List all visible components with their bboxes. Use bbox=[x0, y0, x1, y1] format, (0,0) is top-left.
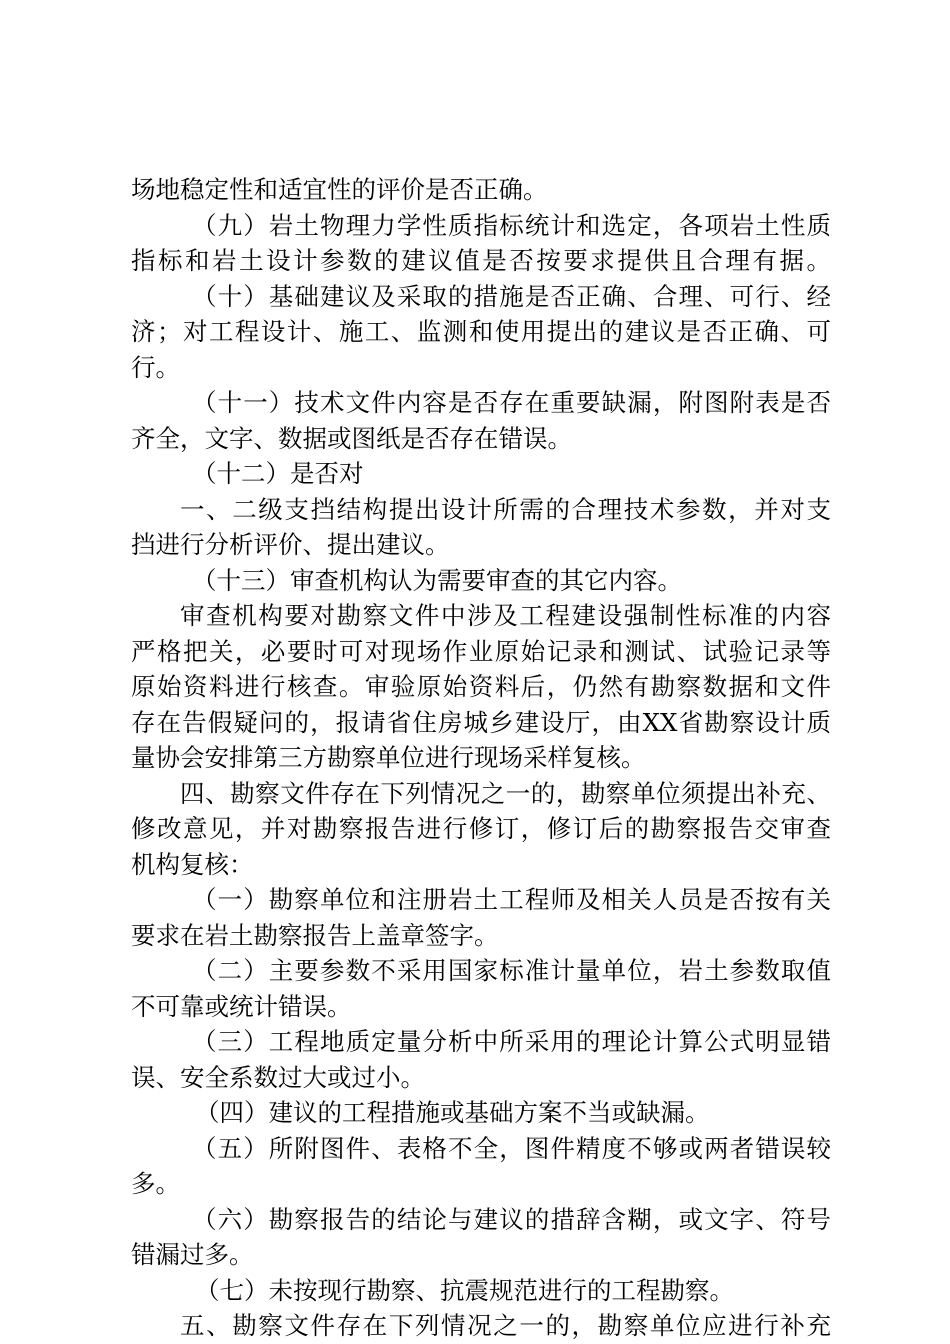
text-line: 挡进行分析评价、提出建议。 bbox=[131, 530, 450, 559]
text-line: （十）基础建议及采取的措施是否正确、合理、可行、经 bbox=[192, 281, 831, 311]
text-line: （二）主要参数不采用国家标准计量单位，岩土参数取值 bbox=[192, 956, 831, 985]
text-line: 修改意见，并对勘察报告进行修订，修订后的勘察报告交审查 bbox=[131, 814, 831, 843]
text-line: 审查机构要对勘察文件中涉及工程建设强制性标准的内容 bbox=[180, 601, 831, 630]
document-body bbox=[131, 172, 831, 1344]
text-line: 严格把关，必要时可对现场作业原始记录和测试、试验记录等 bbox=[131, 636, 831, 666]
text-line: 机构复核： bbox=[131, 849, 254, 879]
text-line: 一、二级支挡结构提出设计所需的合理技术参数，并对支 bbox=[180, 494, 831, 524]
text-line: （九）岩土物理力学性质指标统计和选定，各项岩土性质 bbox=[192, 210, 831, 240]
text-line: （一）勘察单位和注册岩土工程师及相关人员是否按有关 bbox=[192, 885, 831, 914]
text-line: 济；对工程设计、施工、监测和使用提出的建议是否正确、可 bbox=[131, 317, 831, 346]
text-line: 多。 bbox=[131, 1169, 180, 1198]
text-line: 五、勘察文件存在下列情况之一的，勘察单位应进行补充 bbox=[180, 1311, 831, 1340]
text-line: 存在告假疑问的，报请省住房城乡建设厅，由XX省勘察设计质 bbox=[131, 707, 831, 737]
text-line: （十二）是否对 bbox=[192, 459, 364, 488]
text-line: （七）未按现行勘察、抗震规范进行的工程勘察。 bbox=[195, 1275, 734, 1305]
text-line: 要求在岩土勘察报告上盖章签字。 bbox=[131, 920, 499, 950]
text-line: （三）工程地质定量分析中所采用的理论计算公式明显错 bbox=[192, 1027, 831, 1056]
text-line: （十三）审查机构认为需要审查的其它内容。 bbox=[192, 565, 682, 595]
text-line: 指标和岩土设计参数的建议值是否按要求提供且合理有据。 bbox=[131, 246, 831, 275]
text-line: （十一）技术文件内容是否存在重要缺漏，附图附表是否 bbox=[192, 388, 831, 417]
text-line: 量协会安排第三方勘察单位进行现场采样复核。 bbox=[131, 743, 646, 772]
text-line: 错漏过多。 bbox=[131, 1240, 254, 1269]
text-line: 齐全，文字、数据或图纸是否存在错误。 bbox=[131, 423, 572, 453]
text-line: 原始资料进行核查。审验原始资料后，仍然有勘察数据和文件 bbox=[131, 672, 831, 701]
text-line: （五）所附图件、表格不全，图件精度不够或两者错误较 bbox=[192, 1133, 831, 1163]
text-line: 场地稳定性和适宜性的评价是否正确。 bbox=[131, 175, 548, 204]
text-line: 不可靠或统计错误。 bbox=[131, 991, 352, 1021]
text-line: （四）建议的工程措施或基础方案不当或缺漏。 bbox=[195, 1098, 710, 1127]
text-line: 误、安全系数过大或过小。 bbox=[131, 1062, 425, 1092]
text-line: 四、勘察文件存在下列情况之一的，勘察单位须提出补充、 bbox=[180, 778, 831, 808]
text-line: （六）勘察报告的结论与建议的措辞含糊，或文字、符号 bbox=[192, 1204, 831, 1234]
text-line: 行。 bbox=[131, 352, 180, 382]
